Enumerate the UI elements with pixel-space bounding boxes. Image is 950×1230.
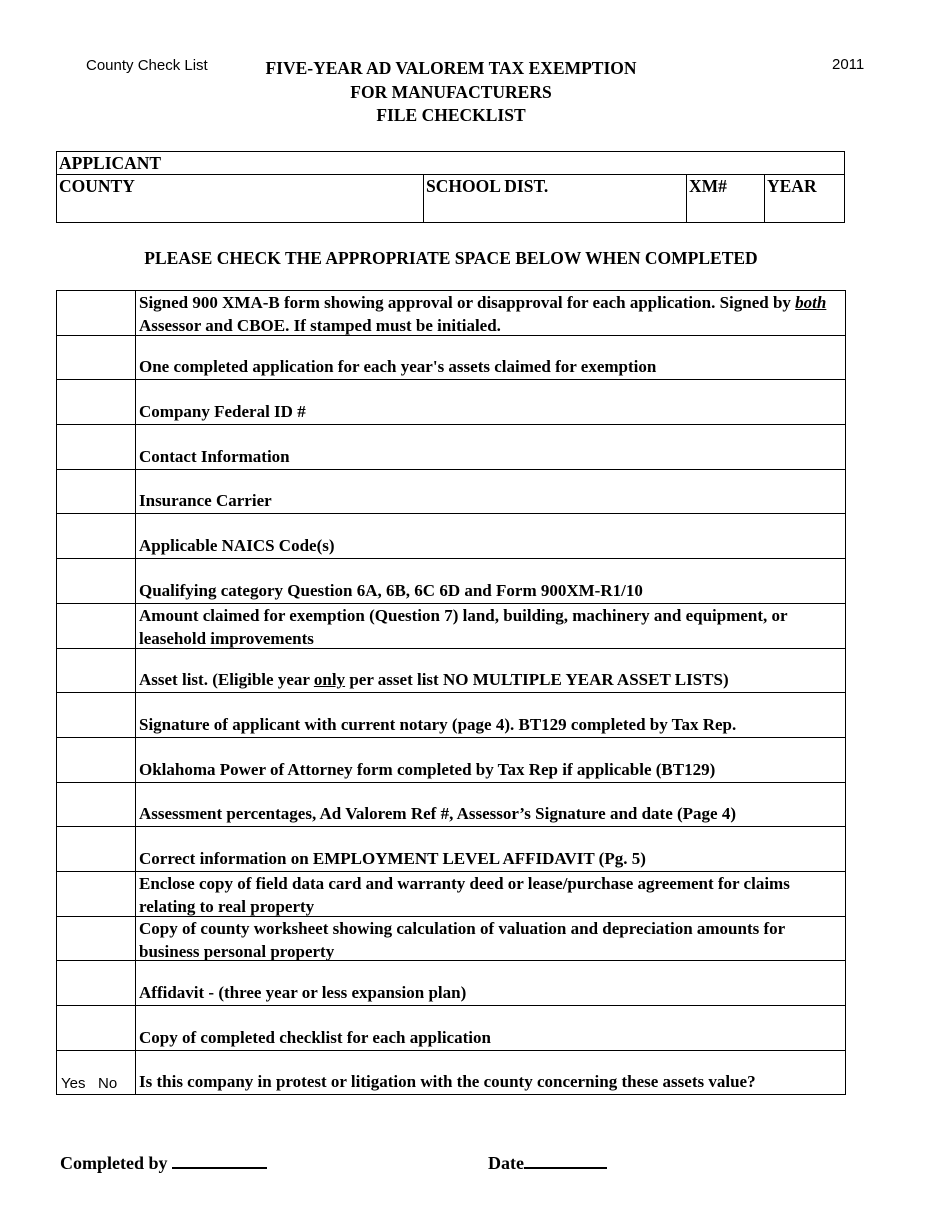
checklist-row — [57, 872, 845, 917]
yes-option[interactable]: Yes — [61, 1075, 86, 1093]
school-divider — [686, 174, 687, 222]
year-field-label: YEAR — [767, 176, 817, 196]
date-blank[interactable] — [524, 1150, 607, 1169]
applicant-info-box — [56, 151, 845, 223]
checklist-item-text: Insurance Carrier — [139, 491, 272, 511]
check-space[interactable] — [57, 604, 136, 648]
county-divider — [423, 174, 424, 222]
yes-no-options — [61, 1075, 117, 1092]
checklist-row — [57, 783, 845, 828]
county-field-label: COUNTY — [59, 176, 135, 196]
checklist-row — [57, 291, 845, 336]
check-space[interactable] — [57, 649, 136, 693]
checklist-item-text: Asset list. (Eligible year only per asset list NO MULTIPLE YEAR ASSET LISTS) — [139, 670, 729, 690]
check-space[interactable] — [57, 693, 136, 737]
checklist-item-text: Signed 900 XMA-B form showing approval or disapproval for each application. Signed by both Assessor and CBOE. If stamped must be initialed. — [139, 293, 827, 335]
checklist-row — [57, 1006, 845, 1051]
check-space[interactable] — [57, 336, 136, 380]
checklist-row — [57, 649, 845, 694]
completed-by-label: Completed by — [60, 1153, 172, 1173]
checklist-row — [57, 380, 845, 425]
date-label: Date — [488, 1153, 524, 1173]
check-space[interactable] — [57, 827, 136, 871]
checklist-row — [57, 917, 845, 962]
checklist-item-text: Affidavit - (three year or less expansion plan) — [139, 983, 467, 1002]
check-space[interactable] — [57, 559, 136, 603]
form-title-line-1: FIVE-YEAR AD VALOREM TAX EXEMPTION — [265, 58, 637, 78]
checklist-item-text: Is this company in protest or litigation with the county concerning these assets value? — [139, 1072, 756, 1092]
checklist-row — [57, 336, 845, 381]
checklist-item-text: Amount claimed for exemption (Question 7) land, building, machinery and equipment, or leasehold improvements — [139, 605, 788, 648]
checklist-item-text: Company Federal ID # — [139, 402, 306, 422]
checklist-item-text: Correct information on EMPLOYMENT LEVEL AFFIDAVIT (Pg. 5) — [139, 848, 646, 868]
yes-no-space[interactable] — [57, 1051, 136, 1095]
check-space[interactable] — [57, 380, 136, 424]
check-space[interactable] — [57, 738, 136, 782]
applicant-field-label: APPLICANT — [59, 153, 162, 173]
school-dist-field-label: SCHOOL DIST. — [426, 176, 549, 196]
xm-field-label: XM# — [689, 176, 727, 196]
checklist-item-text: Copy of county worksheet showing calculation of valuation and depreciation amounts for business personal property — [139, 918, 785, 961]
completed-by-blank[interactable] — [172, 1150, 267, 1169]
form-title-line-3: FILE CHECKLIST — [376, 105, 526, 125]
check-space[interactable] — [57, 425, 136, 469]
xm-divider — [764, 174, 765, 222]
date-field — [488, 1150, 607, 1174]
checklist-row — [57, 559, 845, 604]
checklist-table — [56, 290, 846, 1095]
checklist-row — [57, 738, 845, 783]
checklist-item-text: Signature of applicant with current notary (page 4). BT129 completed by Tax Rep. — [139, 714, 737, 734]
check-space[interactable] — [57, 291, 136, 335]
form-title-line-2: FOR MANUFACTURERS — [350, 82, 552, 102]
checklist-item-text: Qualifying category Question 6A, 6B, 6C 6D and Form 900XM-R1/10 — [139, 580, 643, 600]
completed-by-field — [60, 1150, 267, 1174]
check-space[interactable] — [57, 783, 136, 827]
check-space[interactable] — [57, 470, 136, 514]
checklist-row — [57, 961, 845, 1006]
form-year: 2011 — [832, 56, 865, 73]
check-space[interactable] — [57, 961, 136, 1005]
checklist-item-text: One completed application for each year's assets claimed for exemption — [139, 357, 657, 377]
no-option[interactable]: No — [98, 1075, 118, 1093]
checklist-row-protest — [57, 1051, 845, 1096]
checklist-row — [57, 604, 845, 649]
check-space[interactable] — [57, 872, 136, 916]
checklist-item-text: Copy of completed checklist for each application — [139, 1027, 491, 1047]
checklist-row — [57, 693, 845, 738]
applicant-divider — [57, 174, 844, 175]
checklist-row — [57, 425, 845, 470]
checklist-row — [57, 514, 845, 559]
form-header-label: County Check List — [86, 57, 208, 74]
checklist-item-text: Contact Information — [139, 446, 290, 466]
check-space[interactable] — [57, 514, 136, 558]
checklist-item-text: Assessment percentages, Ad Valorem Ref #, Assessor’s Signature and date (Page 4) — [139, 804, 737, 824]
check-space[interactable] — [57, 1006, 136, 1050]
checklist-item-text: Applicable NAICS Code(s) — [139, 536, 335, 556]
check-space[interactable] — [57, 917, 136, 961]
checklist-item-text: Oklahoma Power of Attorney form completed by Tax Rep if applicable (BT129) — [139, 759, 716, 779]
checklist-item-text: Enclose copy of field data card and warranty deed or lease/purchase agreement for claims relating to real property — [139, 873, 790, 916]
instruction-text: PLEASE CHECK THE APPROPRIATE SPACE BELOW WHEN COMPLETED — [144, 248, 758, 268]
checklist-row — [57, 470, 845, 515]
checklist-row — [57, 827, 845, 872]
